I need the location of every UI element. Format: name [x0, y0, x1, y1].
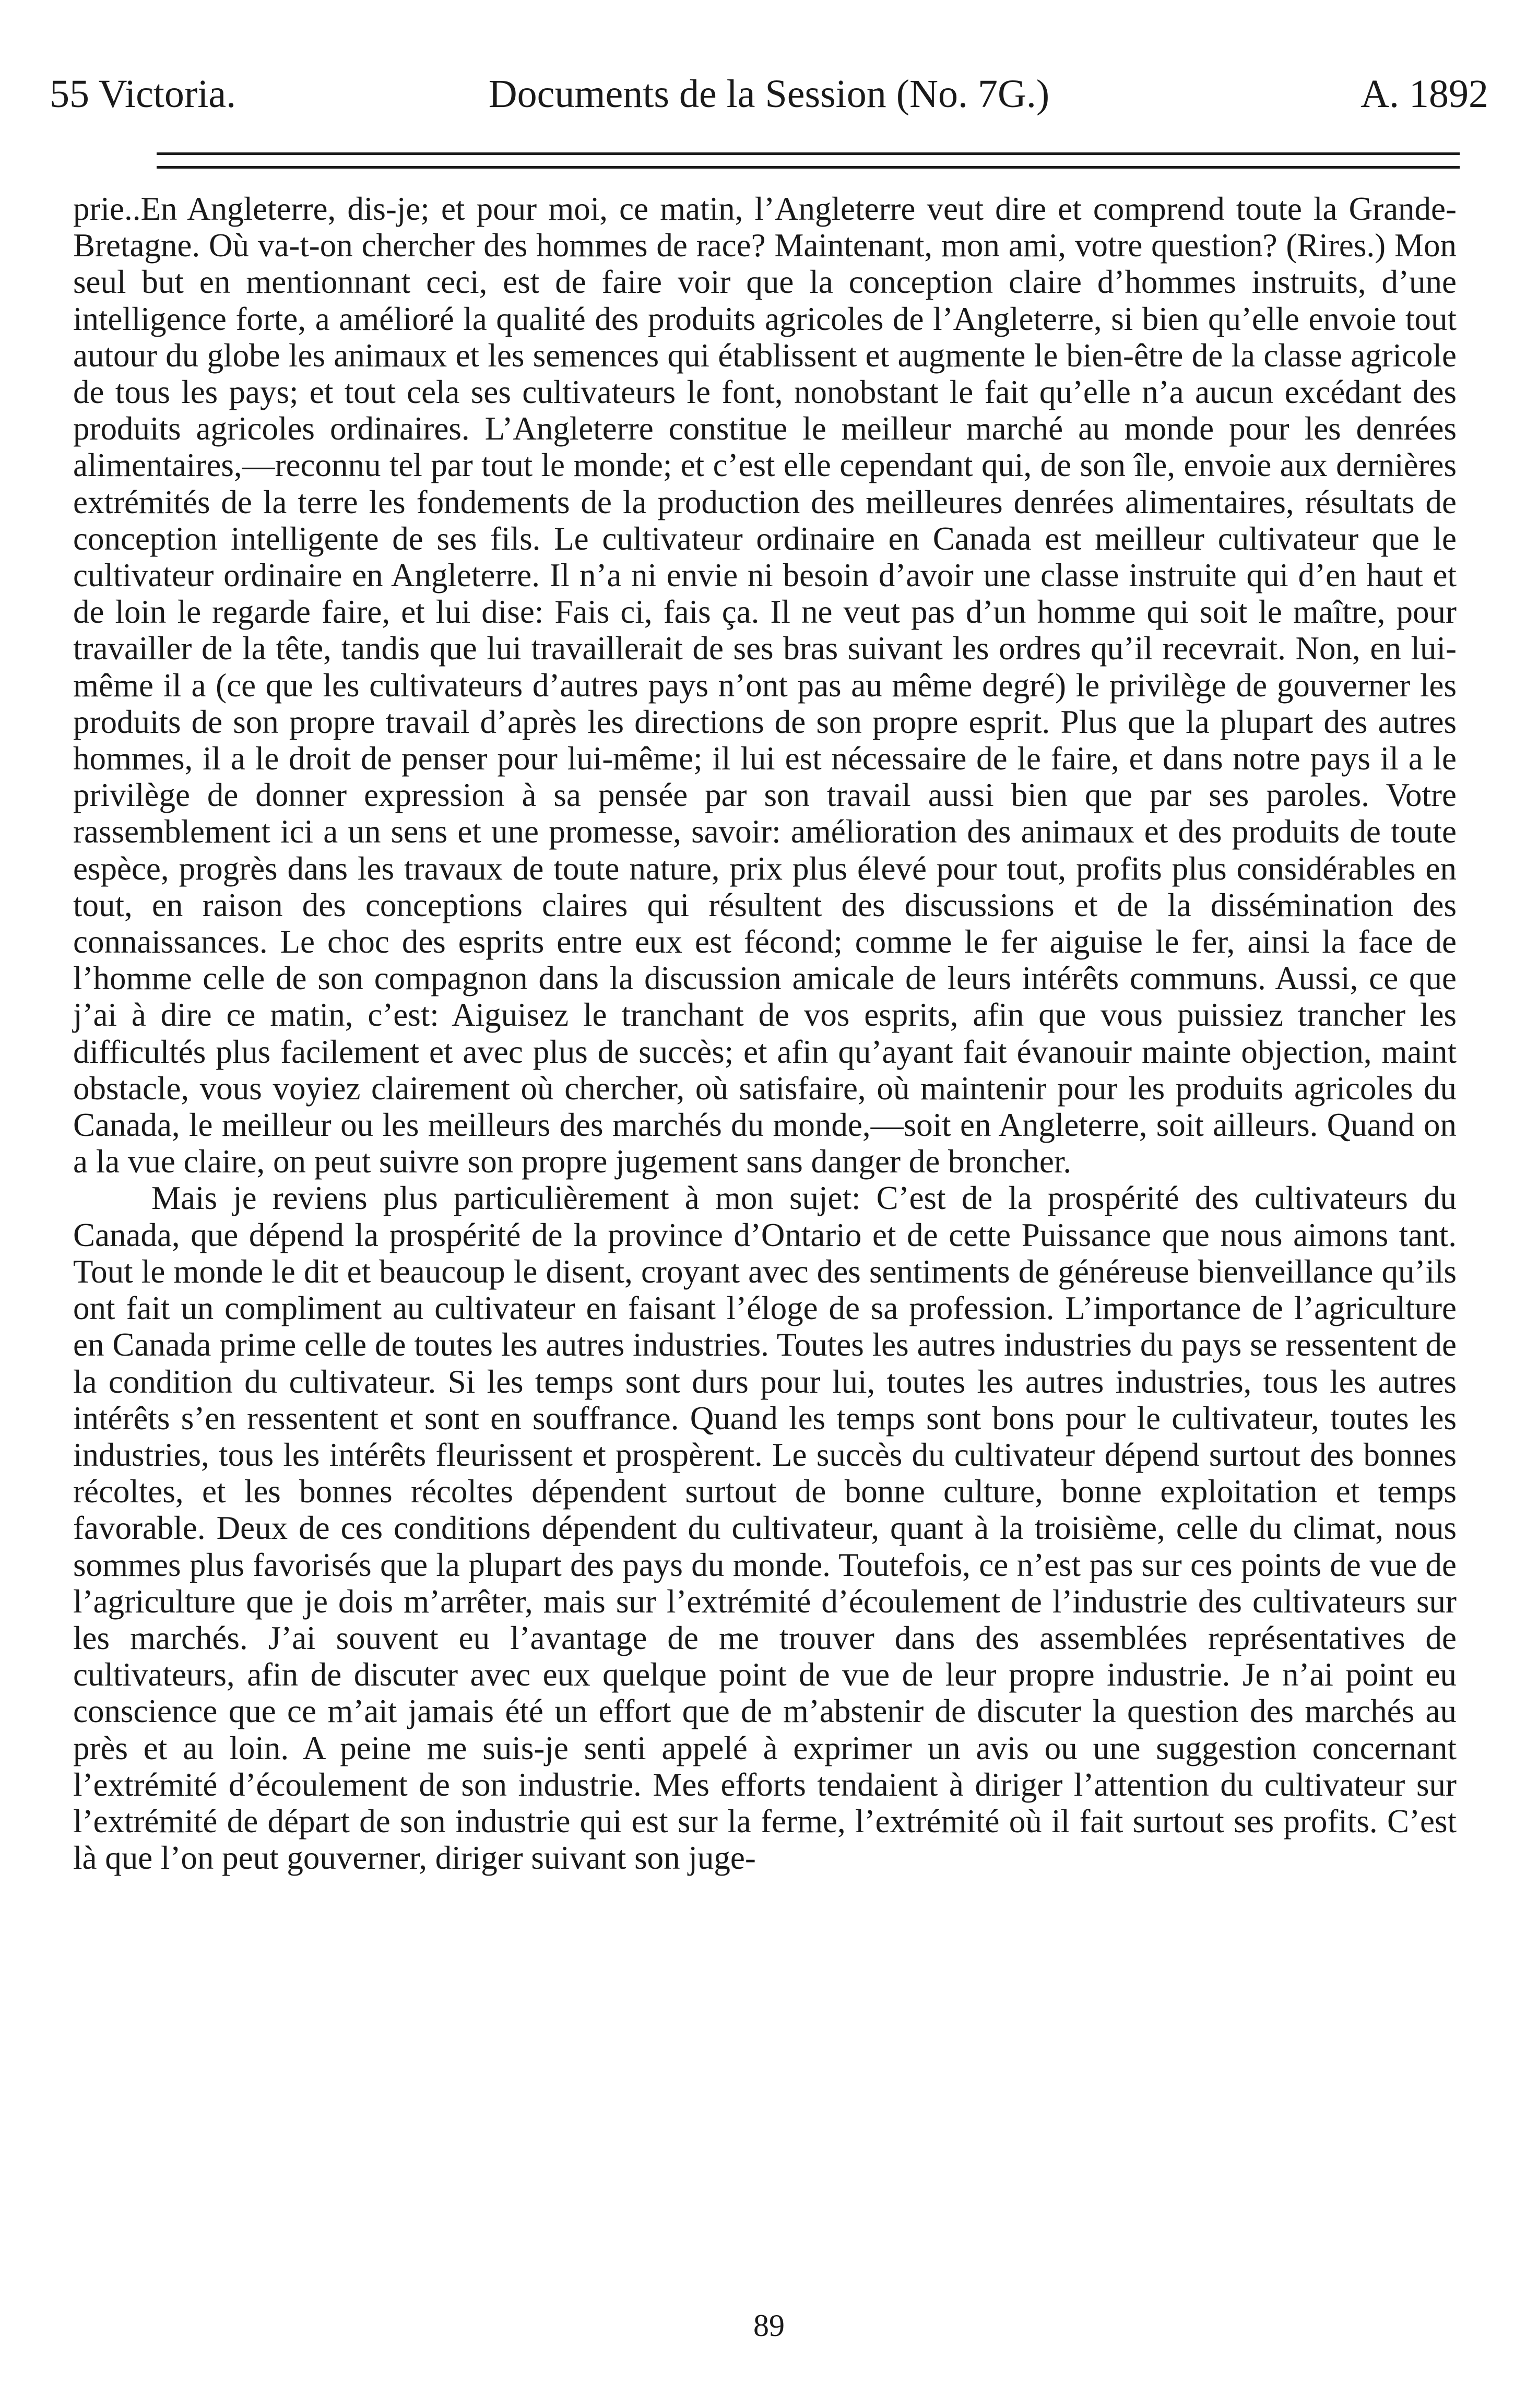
body-text: [73, 191, 1457, 1876]
header-rule-bottom: [157, 166, 1460, 169]
header-rule-top: [157, 152, 1460, 155]
paragraph: Mais je reviens plus particulièrement à mon sujet: C’est de la prospérité des cultivateurs du Canada, que dépend la prospérité de la province d’Ontario et de cette Puissance que nous aimons tant. Tout le monde le dit et beaucoup le disent, croyant avec des sentiments de généreuse bienveillance qu’ils ont fait un compliment au cultivateur en faisant l’éloge de sa profession. L’importance de l’agriculture en Canada prime celle de toutes les autres industries. Toutes les autres industries du pays se ressentent de la condition du cultivateur. Si les temps sont durs pour lui, toutes les autres industries, tous les autres intérêts s’en ressentent et sont en souffrance. Quand les temps sont bons pour le cultivateur, toutes les industries, tous les intérêts fleurissent et prospèrent. Le succès du cultivateur dépend surtout des bonnes récoltes, et les bonnes récoltes dépendent surtout de bonne culture, bonne exploitation et temps favorable. Deux de ces conditions dépendent du cultivateur, quant à la troisième, celle du climat, nous sommes plus favorisés que la plupart des pays du monde. Toutefois, ce n’est pas sur ces points de vue de l’agriculture que je dois m’arrêter, mais sur l’extrémité d’écoulement de l’industrie des cultivateurs sur les marchés. J’ai souvent eu l’avantage de me trouver dans des assemblées représentatives de cultivateurs, afin de discuter avec eux quelque point de vue de leur propre industrie. Je n’ai point eu conscience que ce m’ait jamais été un effort que de m’abstenir de discuter la question des marchés au près et au loin. A peine me suis-je senti appelé à exprimer un avis ou une suggestion concernant l’extrémité d’écoulement de son industrie. Mes efforts tendaient à diriger l’attention du cultivateur sur l’extrémité de départ de son industrie qui est sur la ferme, l’extrémité où il fait surtout ses profits. C’est là que l’on peut gouverner, diriger suivant son juge-: [73, 1180, 1457, 1877]
paragraph-continued: prie..En Angleterre, dis-je; et pour moi, ce matin, l’Angleterre veut dire et comprend toute la Grande-Bretagne. Où va-t-on chercher des hommes de race? Maintenant, mon ami, votre question? (Rires.) Mon seul but en mentionnant ceci, est de faire voir que la conception claire d’hommes instruits, d’une intelligence forte, a amélioré la qualité des produits agricoles de l’Angleterre, si bien qu’elle envoie tout autour du globe les animaux et les semences qui établissent et augmente le bien-être de la classe agricole de tous les pays; et tout cela ses cultivateurs le font, nonobstant le fait qu’elle n’a aucun excédant des produits agricoles ordinaires. L’Angleterre constitue le meilleur marché au monde pour les denrées alimentaires,—reconnu tel par tout le monde; et c’est elle cependant qui, de son île, envoie aux dernières extrémités de la terre les fondements de la production des meilleures denrées alimentaires, résultats de conception intelligente de ses fils. Le cultivateur ordinaire en Canada est meilleur cultivateur que le cultivateur ordinaire en Angleterre. Il n’a ni envie ni besoin d’avoir une classe instruite qui d’en haut et de loin le regarde faire, et lui dise: Fais ci, fais ça. Il ne veut pas d’un homme qui soit le maître, pour travailler de la tête, tandis que lui travaillerait de ses bras suivant les ordres qu’il recevrait. Non, en lui-même il a (ce que les cultivateurs d’autres pays n’ont pas au même degré) le privilège de gouverner les produits de son propre travail d’après les directions de son propre esprit. Plus que la plupart des autres hommes, il a le droit de penser pour lui-même; il lui est nécessaire de le faire, et dans notre pays il a le privilège de donner expression à sa pensée par son travail aussi bien que par ses paroles. Votre rassemblement ici a un sens et une promesse, savoir: amélioration des animaux et des produits de toute espèce, progrès dans les travaux de toute nature, prix plus élevé pour tout, profits plus considérables en tout, en raison des conceptions claires qui résultent des discussions et de la dissémination des connaissances. Le choc des esprits entre eux est fécond; comme le fer aiguise le fer, ainsi la face de l’homme celle de son compagnon dans la discussion amicale de leurs intérêts communs. Aussi, ce que j’ai à dire ce matin, c’est: Aiguisez le tranchant de vos esprits, afin que vous puissiez trancher les difficultés plus facilement et avec plus de succès; et afin qu’ayant fait évanouir mainte objection, maint obstacle, vous voyiez clairement où chercher, où satisfaire, où maintenir pour les produits agricoles du Canada, le meilleur ou les meilleurs des marchés du monde,—soit en Angleterre, soit ailleurs. Quand on a la vue claire, on peut suivre son propre jugement sans danger de broncher.: [73, 191, 1457, 1180]
header-year: A. 1892: [1360, 72, 1488, 116]
header-volume: 55 Victoria.: [50, 72, 236, 116]
header-title: Documents de la Session (No. 7G.): [488, 72, 1050, 116]
running-header: [50, 68, 1488, 120]
page-number: 89: [753, 2308, 785, 2343]
